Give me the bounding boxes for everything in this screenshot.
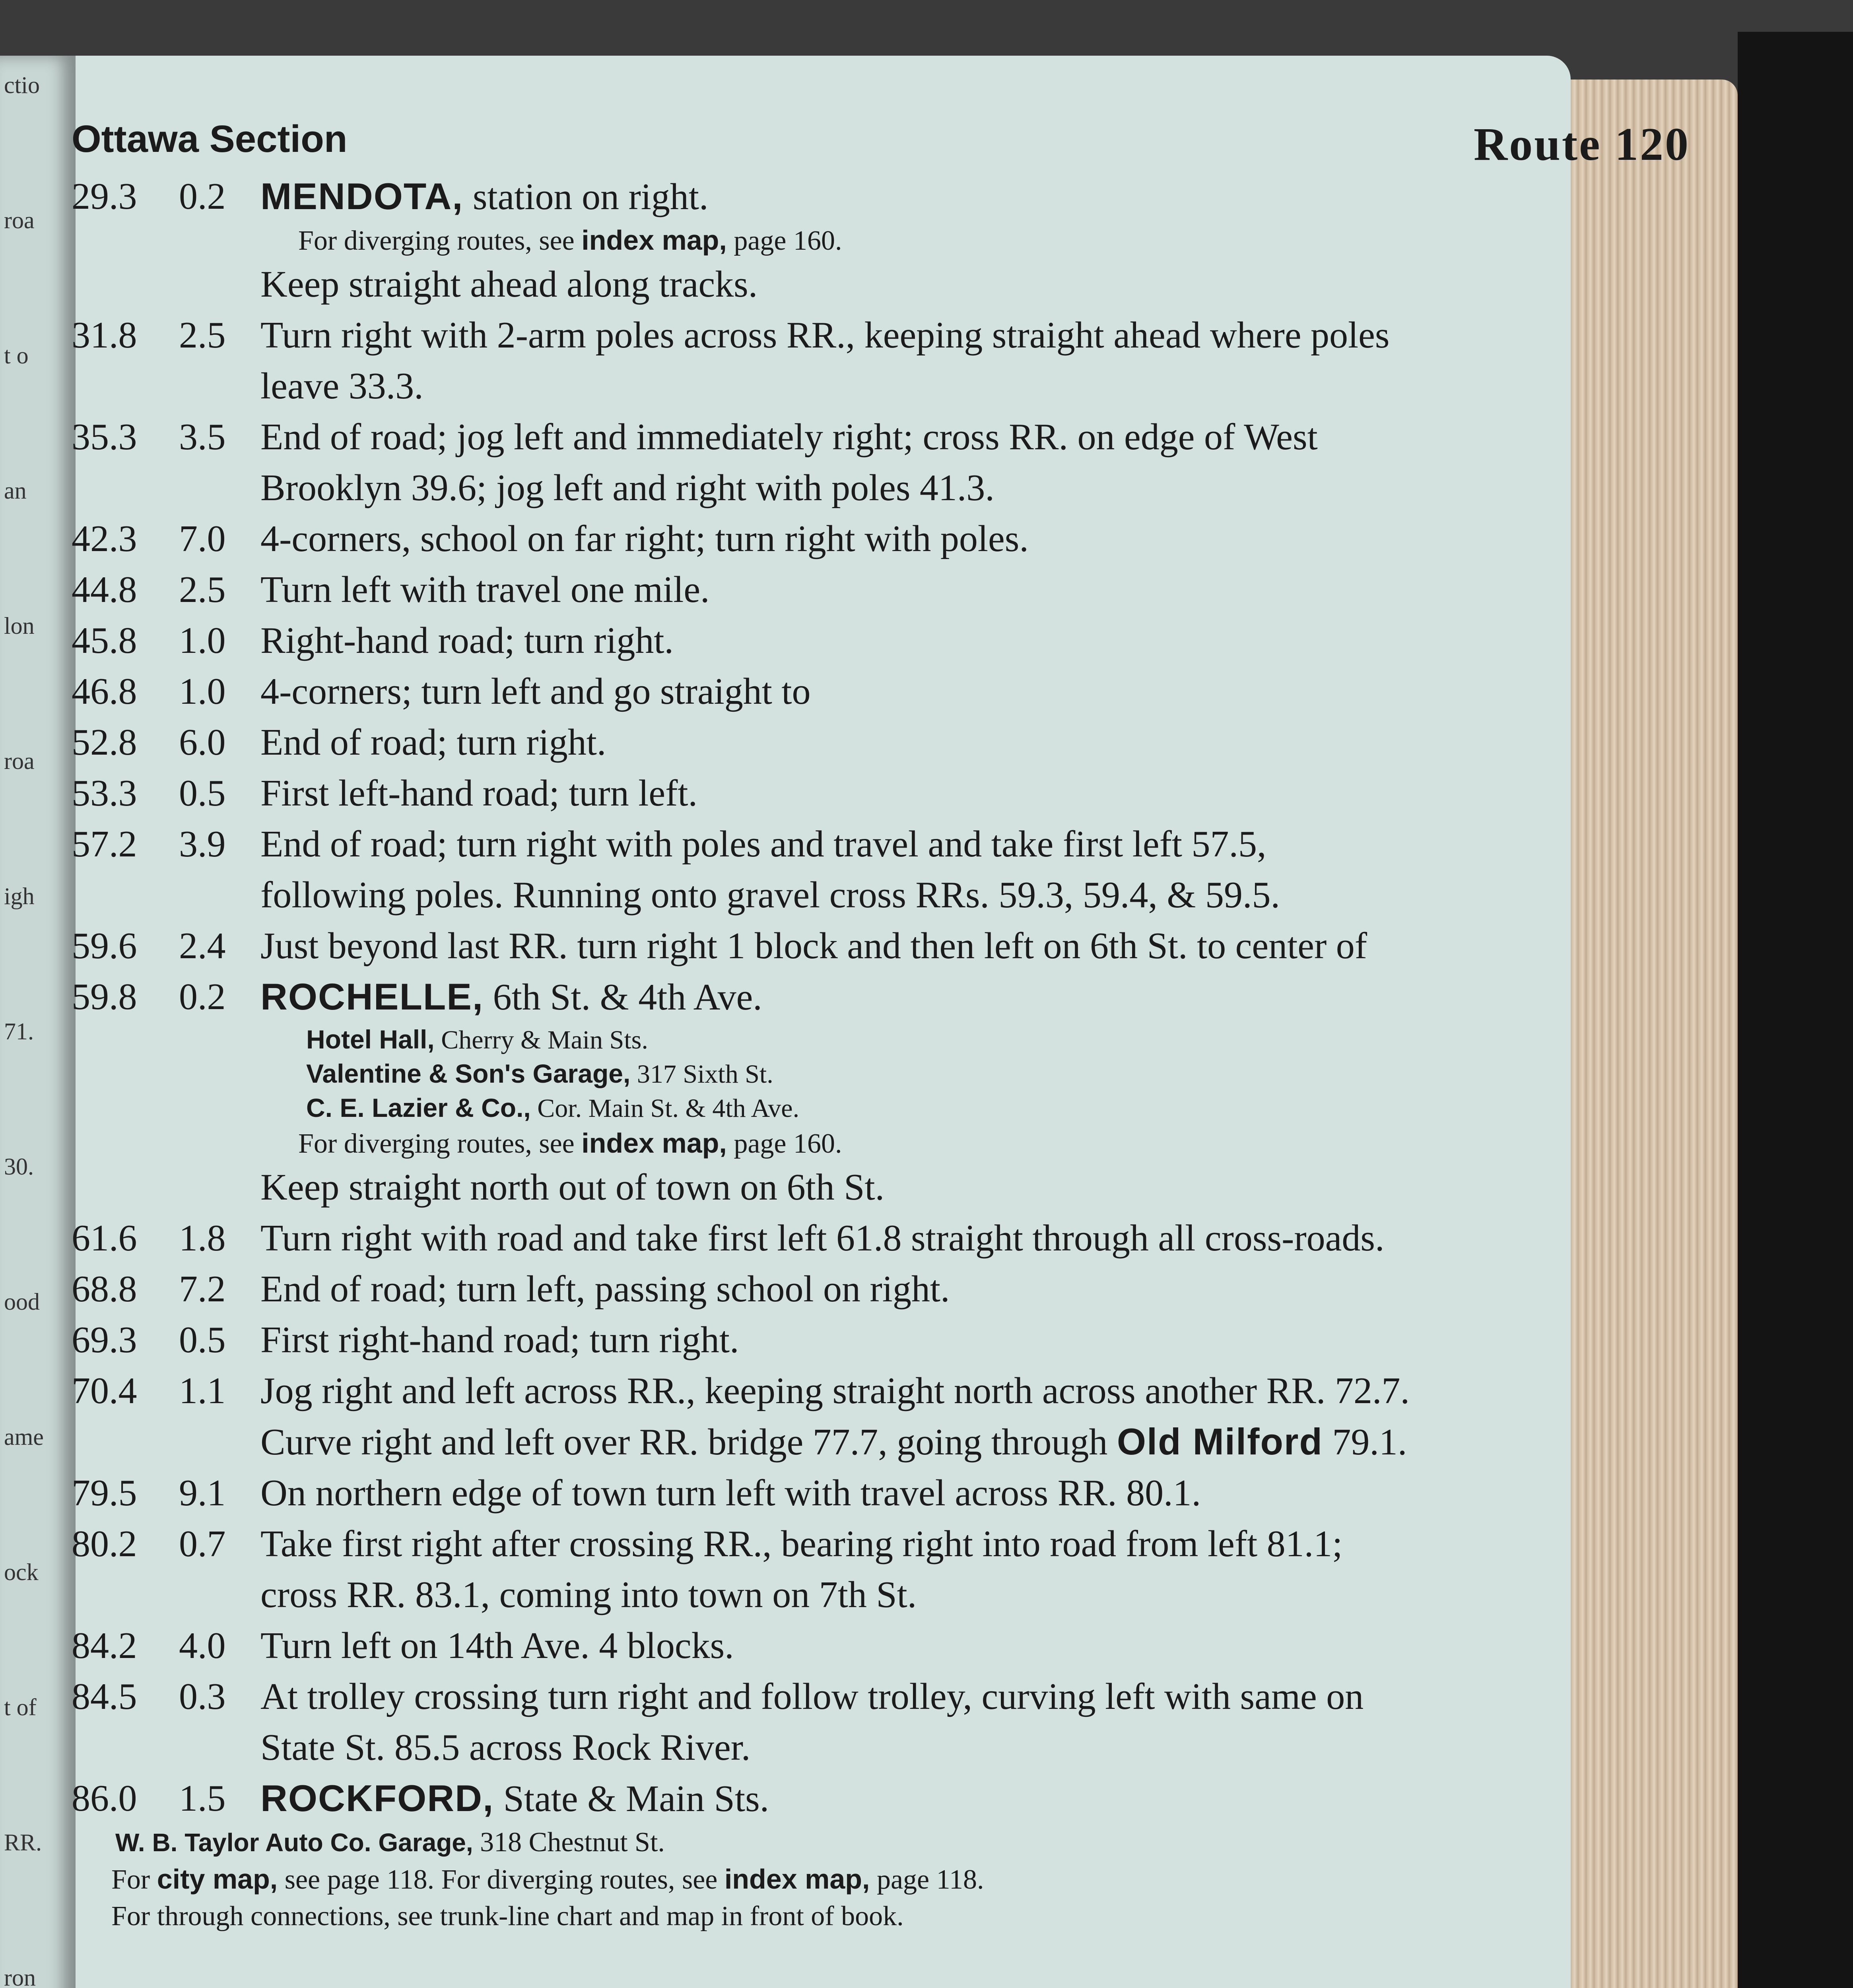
interval-mileage: 1.0 (179, 671, 226, 712)
total-mileage: 68.8 (72, 1268, 137, 1310)
diverging-routes-note (298, 1125, 1416, 1162)
interval-mileage: 2.5 (179, 569, 226, 610)
place-name: ROCKFORD, (260, 1777, 494, 1819)
facing-page-fragment: roa (4, 748, 35, 774)
direction-body: Just beyond last RR. turn right 1 block and then left on 6th St. to center of (260, 925, 1367, 967)
interval-mileage: 4.0 (179, 1625, 226, 1666)
direction-text (260, 1264, 1416, 1314)
direction-body: End of road; jog left and immediately right; cross RR. on edge of West Brooklyn 39.6; jog left and right with poles 41.3. (260, 416, 1318, 509)
route-entry (72, 666, 1416, 717)
facing-page-fragment: lon (4, 613, 35, 639)
interval-mileage: 0.2 (179, 976, 226, 1017)
place-name: MENDOTA, (260, 175, 464, 217)
route-entry (72, 310, 1416, 412)
note-bold: city map, (157, 1864, 278, 1895)
direction-body: station on right. (463, 176, 709, 217)
total-mileage: 45.8 (72, 620, 137, 661)
direction-body: First right-hand road; turn right. (260, 1319, 739, 1361)
direction-text (260, 412, 1416, 513)
facing-page-edge (0, 56, 76, 1988)
note-text: see page 118. For diverging routes, see (278, 1864, 724, 1895)
direction-text (260, 1213, 1416, 1264)
direction-body: 4-corners, school on far right; turn right with poles. (260, 518, 1029, 559)
direction-body: 4-corners; turn left and go straight to (260, 671, 811, 712)
note-text: For (111, 1864, 157, 1895)
direction-line: Keep straight ahead along tracks. (260, 264, 758, 305)
total-mileage: 84.2 (72, 1625, 137, 1666)
direction-text (260, 768, 1416, 819)
direction-text (260, 615, 1416, 666)
total-mileage: 53.3 (72, 773, 137, 814)
interval-mileage: 3.9 (179, 823, 226, 865)
facing-page-fragment: ame (4, 1424, 44, 1450)
book-cover (1738, 32, 1853, 1988)
facing-page-fragment: ron (4, 1965, 36, 1988)
direction-body: Turn right with 2-arm poles across RR., keeping straight ahead where poles leave 33.3. (260, 315, 1390, 407)
total-mileage: 61.6 (72, 1217, 137, 1259)
note-bold: index map, (581, 225, 727, 256)
direction-text (260, 1518, 1416, 1620)
route-entry (72, 1314, 1416, 1365)
direction-text (260, 513, 1416, 564)
facing-page-fragment: roa (4, 207, 35, 233)
route-entry (72, 1365, 1416, 1468)
direction-body: Jog right and left across RR., keeping straight north across another RR. 72.7. Curve right and left over RR. bridge 77.7, going through (260, 1370, 1410, 1463)
route-entry (72, 1671, 1416, 1773)
facing-page-fragment: 30. (4, 1153, 34, 1180)
route-entry (72, 971, 1416, 1023)
direction-body: End of road; turn left, passing school on right. (260, 1268, 950, 1310)
direction-text (260, 310, 1416, 412)
note-text: For diverging routes, see (298, 225, 582, 256)
direction-body: First left-hand road; turn left. (260, 773, 697, 814)
route-entry (72, 513, 1416, 564)
total-mileage: 59.8 (72, 976, 137, 1017)
section-title: Ottawa Section (72, 118, 348, 160)
direction-text (260, 971, 1416, 1023)
hotel-listing (306, 1023, 1416, 1057)
total-mileage: 44.8 (72, 569, 137, 610)
interval-mileage: 1.0 (179, 620, 226, 661)
total-mileage: 46.8 (72, 671, 137, 712)
facing-page-fragment: 71. (4, 1018, 34, 1044)
page-stack-edge (1571, 80, 1738, 1988)
note-text: page 160. (726, 1128, 842, 1159)
city-map-note (111, 1861, 1416, 1898)
facing-page-fragment: igh (4, 883, 35, 909)
direction-body: Turn right with road and take first left 61.8 straight through all cross-roads. (260, 1217, 1385, 1259)
total-mileage: 80.2 (72, 1523, 137, 1565)
hotel-address: Cor. Main St. & 4th Ave. (530, 1094, 800, 1123)
direction-text (260, 1620, 1416, 1671)
hotel-listing (306, 1091, 1416, 1125)
direction-body: End of road; turn right. (260, 722, 606, 763)
route-entry (72, 412, 1416, 513)
interval-mileage: 0.3 (179, 1676, 226, 1717)
route-entry (72, 1620, 1416, 1671)
interval-mileage: 3.5 (179, 416, 226, 458)
hotel-address: 317 Sixth St. (630, 1060, 773, 1089)
total-mileage: 86.0 (72, 1778, 137, 1819)
hotel-listing (306, 1057, 1416, 1091)
total-mileage: 42.3 (72, 518, 137, 559)
facing-page-fragment: ock (4, 1559, 39, 1585)
note-text: For diverging routes, see (298, 1128, 582, 1159)
interval-mileage: 1.8 (179, 1217, 226, 1259)
route-entry (72, 1213, 1416, 1264)
direction-body: State & Main Sts. (494, 1778, 769, 1819)
direction-body: On northern edge of town turn left with travel across RR. 80.1. (260, 1472, 1201, 1514)
total-mileage: 31.8 (72, 315, 137, 356)
interval-mileage: 6.0 (179, 722, 226, 763)
direction-line: Keep straight north out of town on 6th St. (260, 1167, 885, 1208)
route-entry (72, 1518, 1416, 1620)
total-mileage: 59.6 (72, 925, 137, 967)
direction-body: Turn left on 14th Ave. 4 blocks. (260, 1625, 734, 1666)
total-mileage: 84.5 (72, 1676, 137, 1717)
facing-page-fragment: an (4, 478, 27, 504)
direction-body: At trolley crossing turn right and follow trolley, curving left with same on State St. 85.5 across Rock River. (260, 1676, 1364, 1768)
note-bold: index map, (724, 1864, 870, 1895)
interval-mileage: 0.2 (179, 176, 226, 217)
route-entry (72, 920, 1416, 971)
hotel-name: Valentine & Son's Garage, (306, 1059, 631, 1088)
direction-body: End of road; turn right with poles and travel and take first left 57.5, following poles. Running onto gravel cross RRs. 59.3, 59.4, & 59.5. (260, 823, 1280, 916)
facing-page-fragment: ctio (4, 72, 40, 98)
direction-text (260, 1671, 1416, 1773)
interval-mileage: 1.5 (179, 1778, 226, 1819)
route-entry (72, 1468, 1416, 1518)
interval-mileage: 0.7 (179, 1523, 226, 1565)
direction-text (260, 564, 1416, 615)
direction-text (260, 819, 1416, 920)
place-name: Old Milford (1117, 1421, 1323, 1462)
route-entry (72, 615, 1416, 666)
garage-name: W. B. Taylor Auto Co. Garage, (115, 1828, 473, 1857)
hotel-name: Hotel Hall, (306, 1025, 435, 1054)
direction-text (260, 1773, 1416, 1824)
note-bold: index map, (581, 1128, 727, 1159)
route-entry (72, 564, 1416, 615)
direction-body: 6th St. & 4th Ave. (484, 977, 762, 1018)
facing-page-fragment: t o (4, 342, 29, 369)
interval-mileage: 9.1 (179, 1472, 226, 1514)
total-mileage: 35.3 (72, 416, 137, 458)
interval-mileage: 7.0 (179, 518, 226, 559)
direction-body: Take first right after crossing RR., bearing right into road from left 81.1; cross RR. 83.1, coming into town on 7th St. (260, 1523, 1343, 1615)
total-mileage: 79.5 (72, 1472, 137, 1514)
direction-text (260, 1365, 1416, 1468)
total-mileage: 52.8 (72, 722, 137, 763)
direction-text (260, 171, 1416, 222)
route-title: Route 120 (1473, 118, 1690, 170)
total-mileage: 70.4 (72, 1370, 137, 1411)
facing-page-fragment: RR. (4, 1829, 42, 1856)
total-mileage: 69.3 (72, 1319, 137, 1361)
through-connections-note: For through connections, see trunk-line chart and map in front of book. (111, 1901, 904, 1932)
route-entry (72, 717, 1416, 768)
route-entry (72, 171, 1416, 222)
interval-mileage: 0.5 (179, 773, 226, 814)
route-directions (72, 171, 1416, 1935)
direction-text (260, 717, 1416, 768)
route-entry (72, 1264, 1416, 1314)
interval-mileage: 2.5 (179, 315, 226, 356)
total-mileage: 57.2 (72, 823, 137, 865)
garage-address: 318 Chestnut St. (473, 1827, 665, 1858)
facing-page-fragment: t of (4, 1694, 37, 1720)
hotel-address: Cherry & Main Sts. (434, 1025, 648, 1054)
direction-body: Turn left with travel one mile. (260, 569, 710, 610)
interval-mileage: 7.2 (179, 1268, 226, 1310)
direction-text (260, 1314, 1416, 1365)
route-entry (72, 768, 1416, 819)
route-entry (72, 1773, 1416, 1824)
diverging-routes-note (298, 222, 1416, 259)
page-header (72, 113, 1690, 170)
direction-body: 79.1. (1323, 1421, 1407, 1463)
garage-listing (115, 1824, 1416, 1861)
direction-text (260, 920, 1416, 971)
route-entry (72, 819, 1416, 920)
interval-mileage: 1.1 (179, 1370, 226, 1411)
note-text: page 118. (870, 1864, 984, 1895)
hotel-name: C. E. Lazier & Co., (306, 1093, 531, 1122)
place-name: ROCHELLE, (260, 976, 484, 1017)
direction-body: Right-hand road; turn right. (260, 620, 674, 661)
facing-page-fragment: ood (4, 1289, 40, 1315)
interval-mileage: 0.5 (179, 1319, 226, 1361)
note-text: page 160. (726, 225, 842, 256)
interval-mileage: 2.4 (179, 925, 226, 967)
total-mileage: 29.3 (72, 176, 137, 217)
direction-text (260, 1468, 1416, 1518)
direction-text (260, 666, 1416, 717)
